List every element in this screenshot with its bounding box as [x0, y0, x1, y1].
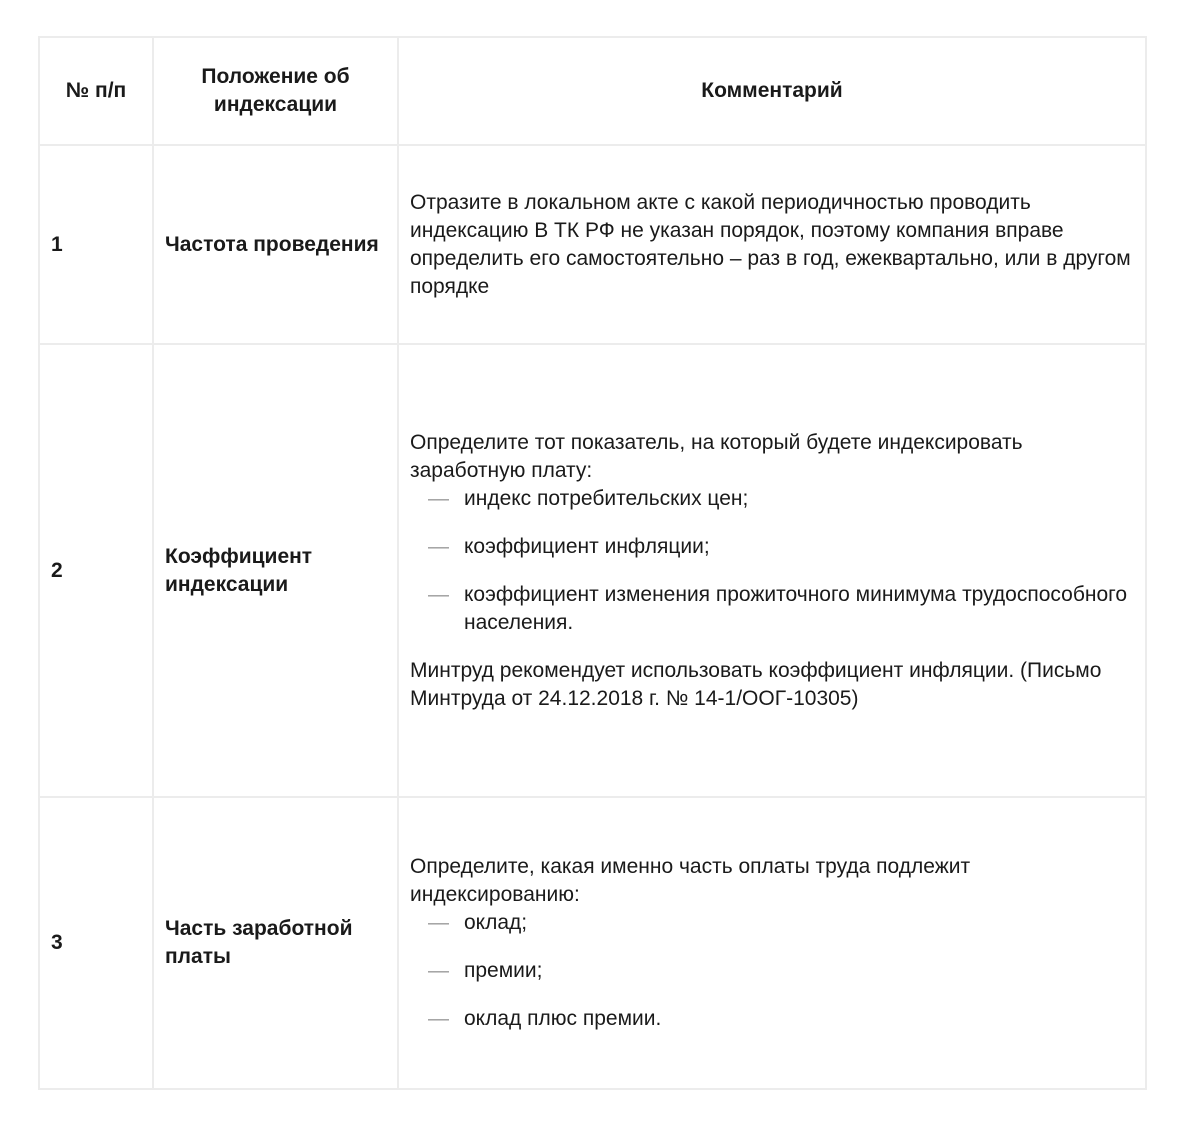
dash-marker: — [428, 582, 449, 606]
row-comment [398, 344, 1146, 797]
list-item-text: премии; [464, 959, 543, 982]
list-item-text: оклад плюс премии. [464, 1007, 662, 1030]
list-item [410, 485, 1134, 513]
list-item [410, 581, 1134, 637]
comment-text: Отразите в локальном акте с какой периодичностью проводить индексацию В ТК РФ не указан порядок, поэтому компания вправе определить его самостоятельно – раз в год, ежеквартально, или в другом порядке [410, 190, 1131, 298]
row-number: 1 [39, 145, 153, 344]
comment-note: Минтруд рекомендует использовать коэффициент инфляции. (Письмо Минтруда от 24.12.2018 г. № 14-1/ООГ-10305) [410, 658, 1102, 710]
table-row [39, 797, 1146, 1089]
dash-marker: — [428, 534, 449, 558]
row-comment [398, 797, 1146, 1089]
header-comment: Комментарий [398, 37, 1146, 145]
list-item-text: оклад; [464, 911, 528, 934]
row-name: Коэффициент индексации [153, 344, 398, 797]
header-number: № п/п [39, 37, 153, 145]
table-row [39, 344, 1146, 797]
table-row [39, 145, 1146, 344]
comment-intro: Определите тот показатель, на который будете индексировать заработную плату: [410, 430, 1023, 482]
list-item-text: индекс потребительских цен; [464, 486, 749, 510]
salary-part-list [410, 909, 1134, 1033]
list-item-text: коэффициент изменения прожиточного минимума трудоспособного населения. [464, 582, 1128, 634]
dash-marker: — [428, 911, 449, 934]
dash-marker: — [428, 959, 449, 982]
row-number: 3 [39, 797, 153, 1089]
list-item [410, 909, 1134, 937]
table-header-row [39, 37, 1146, 145]
dash-marker: — [428, 1007, 449, 1030]
row-name: Частота проведения [153, 145, 398, 344]
list-item-text: коэффициент инфляции; [464, 534, 710, 558]
row-number: 2 [39, 344, 153, 797]
header-position: Положение об индексации [153, 37, 398, 145]
comment-intro: Определите, какая именно часть оплаты труда подлежит индексированию: [410, 855, 971, 906]
indicator-list [410, 485, 1134, 637]
list-item [410, 957, 1134, 985]
row-name: Часть заработной платы [153, 797, 398, 1089]
dash-marker: — [428, 486, 449, 510]
row-comment [398, 145, 1146, 344]
list-item [410, 1005, 1134, 1033]
indexation-table [38, 36, 1147, 1090]
list-item [410, 533, 1134, 561]
